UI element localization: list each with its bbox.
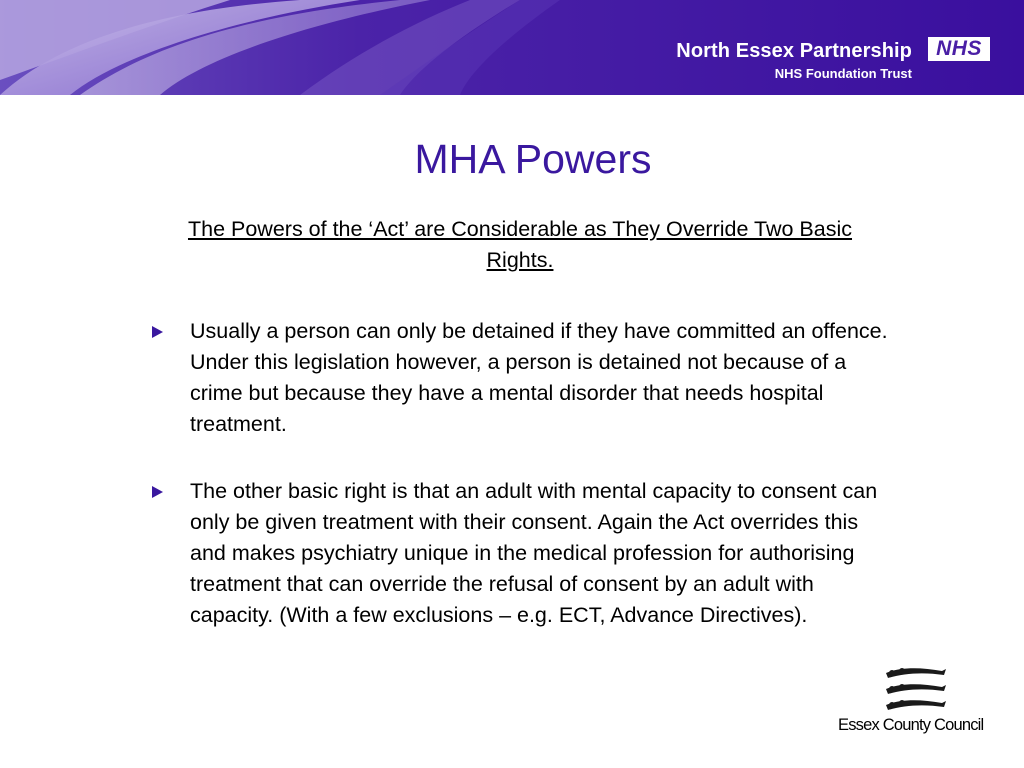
org-subtitle: NHS Foundation Trust bbox=[774, 66, 912, 81]
council-name: Essex County Council bbox=[838, 716, 984, 734]
slide-title: MHA Powers bbox=[414, 136, 652, 182]
bullet-text: The other basic right is that an adult with mental capacity to consent can only be given treatment with their consent. Again the Act overrides this and makes psychiatry unique in the medical profession for authorising treatment that can override the refusal of consent by an adult with capacity. (With a few exclusions – e.g. ECT, Advance Directives). bbox=[190, 479, 878, 627]
bullet-text: Usually a person can only be detained if they have committed an offence. Under this legislation however, a person is detained not because of a crime but because they have a mental disorder that needs hospital treatment. bbox=[190, 319, 888, 436]
bullet-item bbox=[150, 316, 895, 440]
header-banner bbox=[0, 0, 1024, 95]
nhs-logo: NHS bbox=[928, 37, 990, 61]
org-name: North Essex Partnership bbox=[676, 40, 912, 62]
triangle-bullet-icon bbox=[152, 486, 163, 498]
bullet-list bbox=[150, 316, 895, 667]
slide-subtitle: The Powers of the ‘Act’ are Considerable as They Override Two Basic Rights. bbox=[187, 217, 853, 272]
bullet-item bbox=[150, 476, 895, 631]
triangle-bullet-icon bbox=[152, 326, 163, 338]
essex-seaxes-icon bbox=[880, 665, 950, 717]
